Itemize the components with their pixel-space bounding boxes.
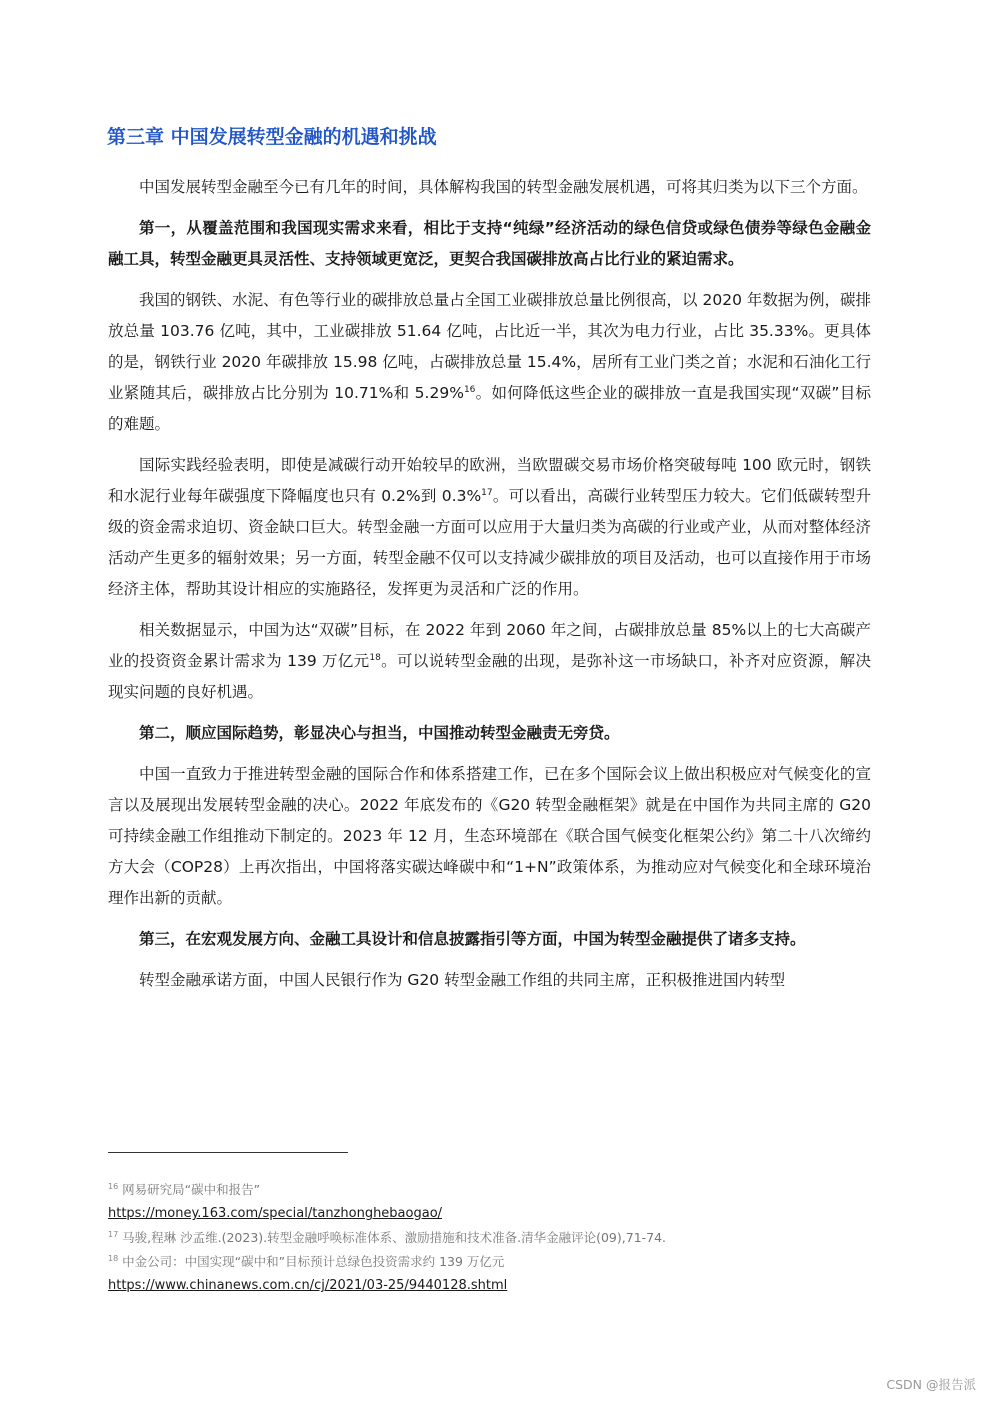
paragraph-investment-demand xyxy=(108,615,871,708)
paragraph-text: 。如何降低这些企业的碳排放一直是我国实现“双碳”目标的难题。 xyxy=(108,384,872,433)
paragraph-text: 相关数据显示，中国为达“双碳”目标，在 2022 年到 2060 年之间，占碳排放总量 85%以上的七大高碳产业的投资资金累计需求为 139 万亿元 xyxy=(108,621,871,670)
footnote-18-link[interactable]: https://www.chinanews.com.cn/cj/2021/03-25/9440128.shtml xyxy=(108,1278,508,1293)
paragraph-text: 。可以说转型金融的出现，是弥补这一市场缺口，补齐对应资源，解决现实问题的良好机遇。 xyxy=(108,652,871,701)
paragraph-international-cooperation: 中国一直致力于推进转型金融的国际合作和体系搭建工作，已在多个国际会议上做出积极应对气候变化的宣言以及展现出发展转型金融的决心。2022 年底发布的《G20 转型金融框架》就是在中国作为共同主席的 G20 可持续金融工作组推动下制定的。2023 年 12 月，生态环境部在《联合国气候变化框架公约》第二十八次缔约方大会（COP28）上再次指出，中国将落实碳达峰碳中和“1+N”政策体系，为推动应对气候变化和全球环境治理作出新的贡献。 xyxy=(108,765,871,907)
footnote-16-link[interactable]: https://money.163.com/special/tanzhonghebaogao/ xyxy=(108,1206,443,1221)
footnote-text: 网易研究局“碳中和报告” xyxy=(122,1182,261,1197)
paragraph-commitment: 转型金融承诺方面，中国人民银行作为 G20 转型金融工作组的共同主席，正积极推进国内转型 xyxy=(139,971,786,989)
watermark: CSDN @报告派 xyxy=(886,1377,976,1392)
paragraph-point-one: 第一，从覆盖范围和我国现实需求来看，相比于支持“纯绿”经济活动的绿色信贷或绿色债券等绿色金融金融工具，转型金融更具灵活性、支持领域更宽泛，更契合我国碳排放高占比行业的紧迫需求。 xyxy=(108,219,871,268)
paragraph-point-three: 第三，在宏观发展方向、金融工具设计和信息披露指引等方面，中国为转型金融提供了诸多支持。 xyxy=(139,930,806,948)
paragraph-text: 我国的钢铁、水泥、有色等行业的碳排放总量占全国工业碳排放总量比例很高，以 2020 年数据为例，碳排放总量 103.76 亿吨，其中，工业碳排放 51.64 亿吨，占比近一半，其次为电力行业，占比 35.33%。更具体的是，钢铁行业 2020 年碳排放 15.98 亿吨，占碳排放总量 15.4%，居所有工业门类之首；水泥和石油化工行业紧随其后，碳排放占比分别为 10.71%和 5.29% xyxy=(108,291,871,402)
paragraph-text: 。可以看出，高碳行业转型压力较大。它们低碳转型升级的资金需求迫切、资金缺口巨大。转型金融一方面可以应用于大量归类为高碳的行业或产业，从而对整体经济活动产生更多的辐射效果；另一方面，转型金融不仅可以支持减少碳排放的项目及活动，也可以直接作用于市场经济主体，帮助其设计相应的实施路径，发挥更为灵活和广泛的作用。 xyxy=(108,487,871,598)
footnote-16 xyxy=(108,1178,868,1202)
footnote-17 xyxy=(108,1226,868,1250)
footnote-ref-16[interactable]: 16 xyxy=(463,384,476,395)
footnote-ref-17[interactable]: 17 xyxy=(481,487,493,498)
paragraph-emissions-data xyxy=(108,285,871,440)
footnote-number: 17 xyxy=(108,1229,119,1239)
footnote-divider xyxy=(108,1152,348,1153)
body-text xyxy=(108,172,871,1006)
footnote-18 xyxy=(108,1250,868,1274)
paragraph-international-practice xyxy=(108,450,871,605)
chapter-title: 第三章 中国发展转型金融的机遇和挑战 xyxy=(107,126,437,148)
footnote-ref-18[interactable]: 18 xyxy=(369,652,381,663)
paragraph-point-two: 第二，顺应国际趋势，彰显决心与担当，中国推动转型金融责无旁贷。 xyxy=(139,724,620,742)
paragraph-intro: 中国发展转型金融至今已有几年的时间，具体解构我国的转型金融发展机遇，可将其归类为以下三个方面。 xyxy=(139,178,868,196)
footnote-number: 18 xyxy=(108,1253,119,1263)
footnote-text: 中金公司：中国实现“碳中和”目标预计总绿色投资需求约 139 万亿元 xyxy=(122,1254,505,1269)
footnote-number: 16 xyxy=(108,1181,119,1191)
footnote-text: 马骏,程琳 沙孟维.(2023).转型金融呼唤标准体系、激励措施和技术准备.清华金融评论(09),71-74. xyxy=(122,1230,667,1245)
footnotes xyxy=(108,1178,868,1298)
paragraph-text: 国际实践经验表明，即使是减碳行动开始较早的欧洲，当欧盟碳交易市场价格突破每吨 100 欧元时，钢铁和水泥行业每年碳强度下降幅度也只有 0.2%到 0.3% xyxy=(108,456,871,505)
